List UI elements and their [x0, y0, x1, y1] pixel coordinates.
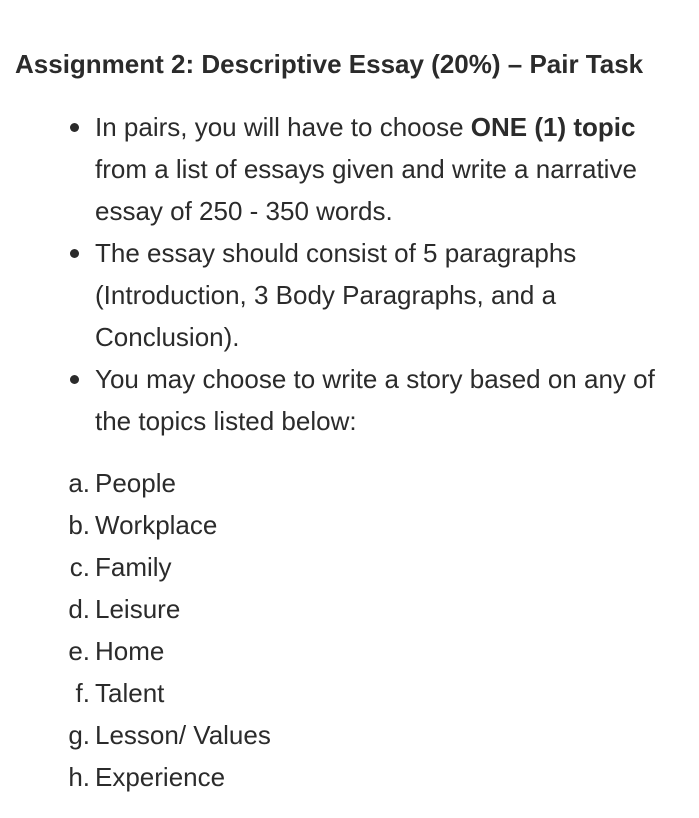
- topic-label: Talent: [95, 678, 165, 708]
- topic-label: Lesson/ Values: [95, 720, 271, 750]
- requirement-text: You may choose to write a story based on any of the topics listed below:: [95, 364, 655, 436]
- requirement-emphasis: ONE (1) topic: [470, 112, 636, 142]
- requirement-text: from a list of essays given and write a narrative essay of 250 - 350 words.: [95, 154, 637, 226]
- topic-label: Experience: [95, 762, 226, 792]
- topic-letter: d.: [68, 594, 90, 624]
- assignment-title: Assignment 2: Descriptive Essay (20%) – Pair Task: [15, 49, 644, 79]
- requirement-item: [0, 106, 675, 232]
- topic-label: People: [95, 468, 176, 498]
- topic-label: Family: [95, 552, 172, 582]
- requirement-item: [0, 232, 675, 358]
- bullet-icon: [70, 123, 79, 132]
- topic-letter: e.: [68, 636, 90, 666]
- topic-letter: a.: [68, 468, 90, 498]
- topic-letter: c.: [69, 552, 90, 582]
- bullet-icon: [70, 249, 79, 258]
- topic-letter: g.: [68, 720, 90, 750]
- requirement-text: The essay should consist of 5 paragraphs (Introduction, 3 Body Paragraphs, and a Conclusion).: [95, 238, 577, 352]
- topic-label: Leisure: [95, 594, 181, 624]
- topic-letter: h.: [68, 762, 90, 792]
- requirement-item: [0, 358, 675, 442]
- topic-label: Workplace: [95, 510, 218, 540]
- topic-letter: b.: [68, 510, 90, 540]
- topic-letter: f.: [75, 678, 90, 708]
- topic-label: Home: [95, 636, 165, 666]
- requirement-text: In pairs, you will have to choose: [95, 112, 471, 142]
- bullet-icon: [70, 375, 79, 384]
- requirements-list: [0, 106, 675, 442]
